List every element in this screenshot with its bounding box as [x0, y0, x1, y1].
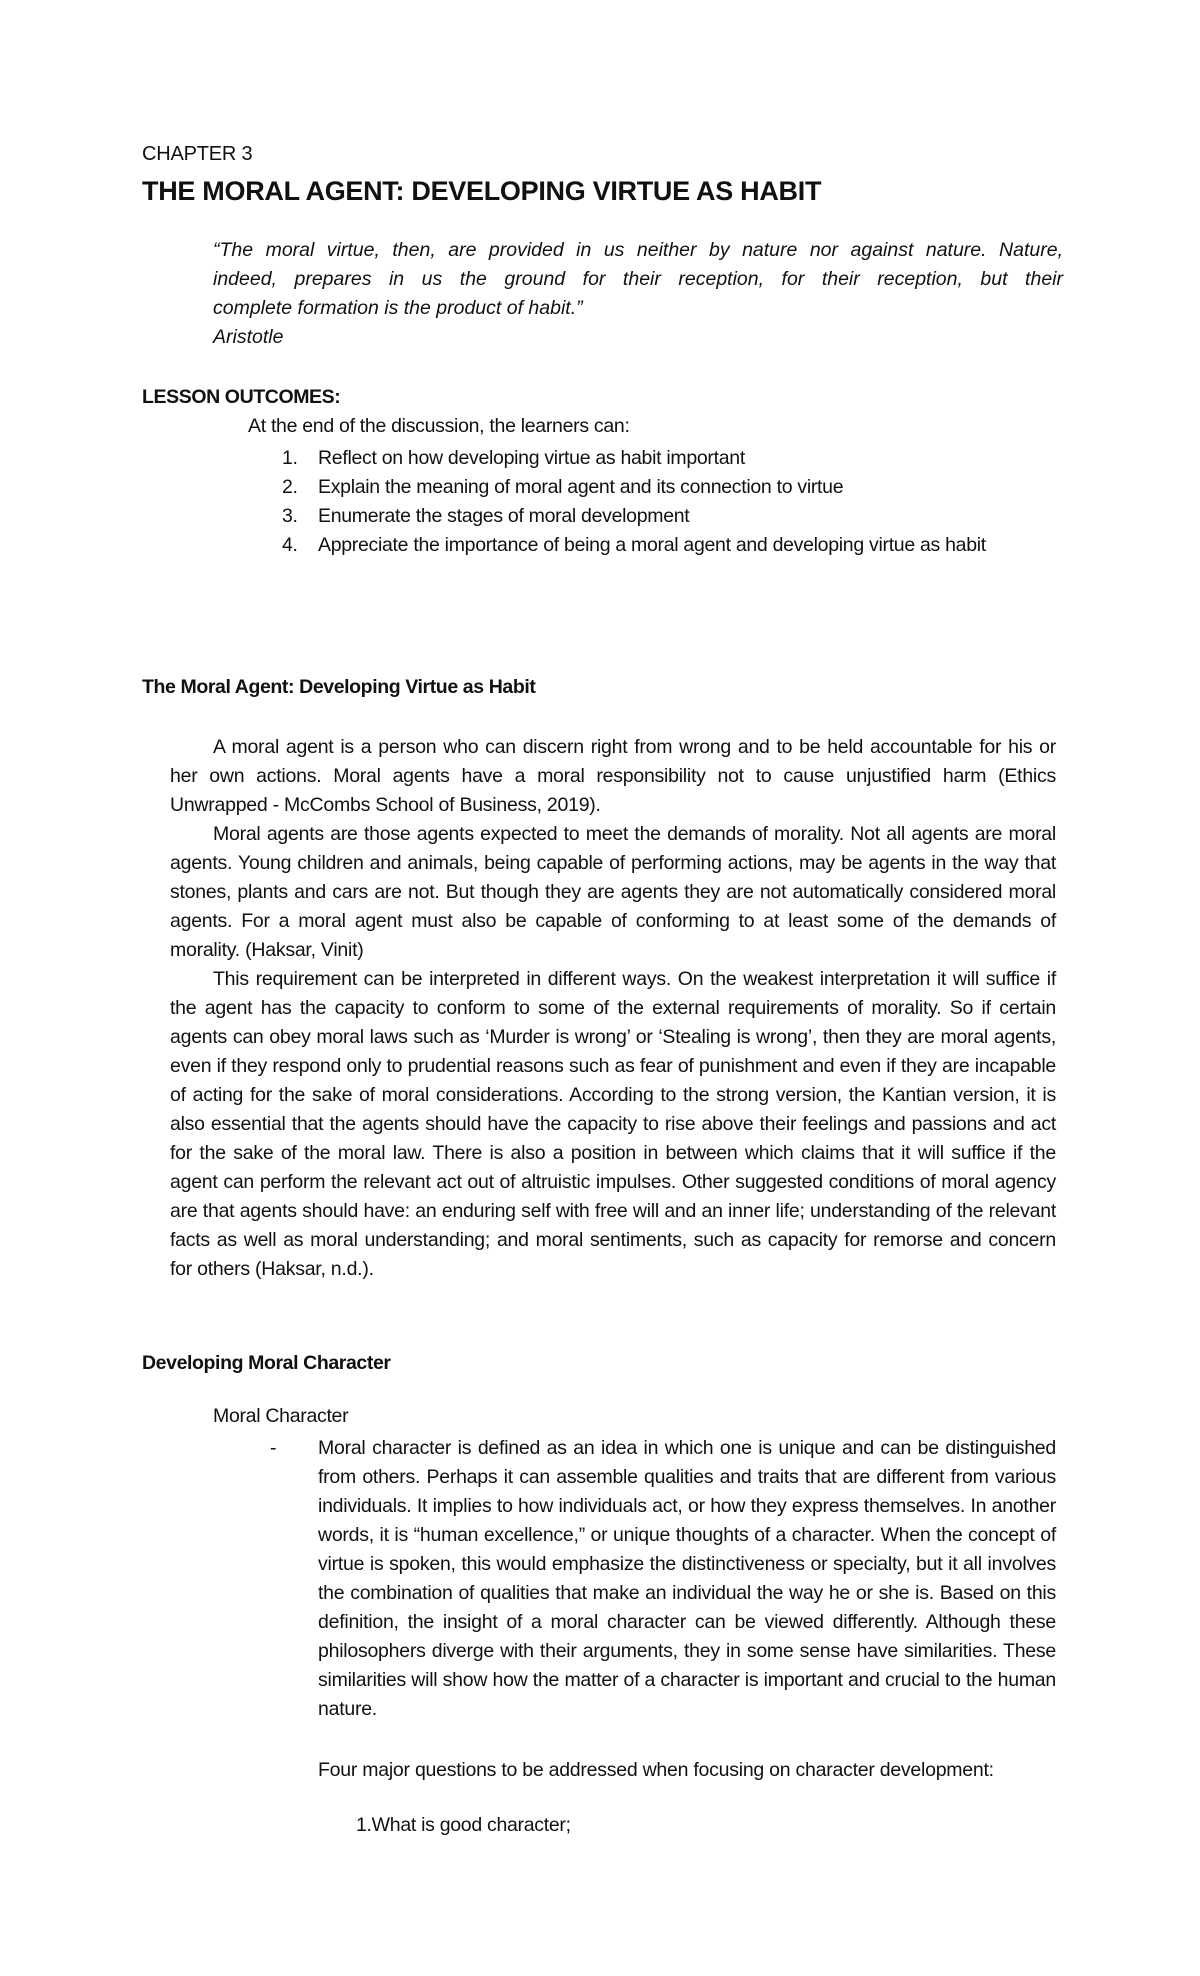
section-heading-moral-agent: The Moral Agent: Developing Virtue as Habit [142, 676, 536, 698]
moral-agent-body [170, 733, 1056, 1284]
outcome-text: Explain the meaning of moral agent and its connection to virtue [318, 476, 844, 498]
lesson-outcomes-list [282, 444, 1062, 560]
outcome-item [282, 531, 1062, 560]
outcome-number: 4. [282, 534, 298, 556]
lesson-outcomes-intro: At the end of the discussion, the learners can: [248, 415, 630, 437]
epigraph-line: “The moral virtue, then, are provided in us neither by nature nor against nature. Nature, [213, 239, 1063, 261]
body-paragraph: This requirement can be interpreted in different ways. On the weakest interpretation it will suffice if the agent has the capacity to conform to some of the external requirements of morality. So if certain agents can obey moral laws such as ‘Murder is wrong’ or ‘Stealing is wrong’, then they are moral agents, even if they respond only to prudential reasons such as fear of punishment and even if they are incapable of acting for the sake of moral considerations. According to the strong version, the Kantian version, it is also essential that the agents should have the capacity to rise above their feelings and passions and act for the sake of the moral law. There is also a position in between which claims that it will suffice if the agent can perform the relevant act out of altruistic impulses. Other suggested conditions of moral agency are that agents should have: an enduring self with free will and an inner life; understanding of the relevant facts as well as moral understanding; and moral sentiments, such as capacity for remorse and concern for others (Haksar, n.d.). [170, 968, 1056, 1280]
epigraph-line: indeed, prepares in us the ground for their reception, for their reception, but their [213, 268, 1063, 290]
lesson-outcomes-heading: LESSON OUTCOMES: [142, 386, 341, 408]
epigraph-line: complete formation is the product of habit.” [213, 297, 583, 319]
epigraph-author: Aristotle [213, 326, 284, 348]
dash-bullet-icon: - [270, 1437, 277, 1459]
chapter-label: CHAPTER 3 [142, 143, 253, 165]
question-item: 1.What is good character; [356, 1814, 571, 1836]
questions-intro: Four major questions to be addressed when focusing on character development: [318, 1759, 994, 1781]
outcome-text: Reflect on how developing virtue as habit important [318, 447, 745, 469]
outcome-number: 3. [282, 505, 298, 527]
epigraph-quote [213, 236, 1063, 352]
outcome-number: 1. [282, 447, 298, 469]
outcome-item [282, 444, 1062, 473]
outcome-item [282, 473, 1062, 502]
body-paragraph: Moral agents are those agents expected to meet the demands of morality. Not all agents are moral agents. Young children and animals, being capable of performing actions, may be agents in the way that stones, plants and cars are not. But though they are agents they are not automatically considered moral agents. For a moral agent must also be capable of conforming to at least some of the demands of morality. (Haksar, Vinit) [170, 823, 1056, 961]
outcome-number: 2. [282, 476, 298, 498]
body-paragraph: A moral agent is a person who can discern right from wrong and to be held accountable for his or her own actions. Moral agents have a moral responsibility not to cause unjustified harm (Ethics Unwrapped - McCombs School of Business, 2019). [170, 736, 1056, 816]
outcome-text: Appreciate the importance of being a moral agent and developing virtue as habit [318, 534, 986, 556]
chapter-title: THE MORAL AGENT: DEVELOPING VIRTUE AS HABIT [142, 176, 822, 206]
moral-character-definition-text: Moral character is defined as an idea in which one is unique and can be distinguished from others. Perhaps it can assemble qualities and traits that are different from various individuals. It implies to how individuals act, or how they express themselves. In another words, it is “human excellence,” or unique thoughts of a character. When the concept of virtue is spoken, this would emphasize the distinctiveness or specialty, but it all involves the combination of qualities that make an individual the way he or she is. Based on this definition, the insight of a moral character can be viewed differently. Although these philosophers diverge with their arguments, they in some sense have similarities. These similarities will show how the matter of a character is important and crucial to the human nature. [318, 1437, 1056, 1720]
moral-character-label: Moral Character [213, 1405, 349, 1427]
outcome-item [282, 502, 1062, 531]
outcome-text: Enumerate the stages of moral development [318, 505, 690, 527]
section-heading-moral-character: Developing Moral Character [142, 1352, 391, 1374]
